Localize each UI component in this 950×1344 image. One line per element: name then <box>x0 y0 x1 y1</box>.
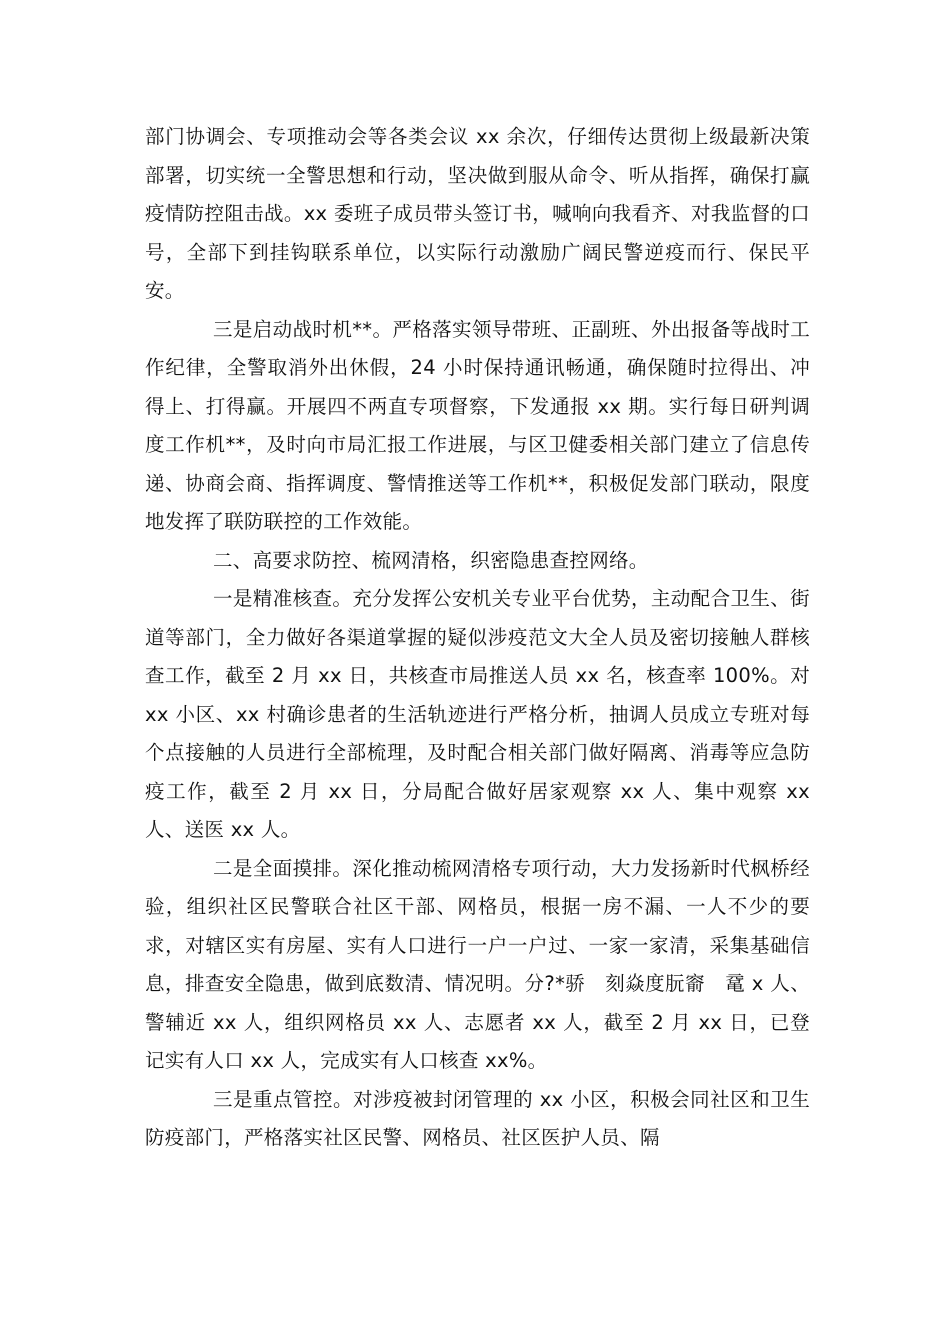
paragraph-comprehensive-survey: 二是全面摸排。深化推动梳网清格专项行动，大力发扬新时代枫桥经验，组织社区民警联合社区干部、网格员，根据一房不漏、一人不少的要求，对辖区实有房屋、实有人口进行一户一户过、一家一家清，采集基础信息，排查安全隐患，做到底数清、情况明。分?*骄 刻焱度朊窬 鼋 x 人、警辅近 xx 人，组织网格员 xx 人、志愿者 xx 人，截至 2 月 xx 日，已登记实有人口 xx 人，完成实有人口核查 xx%。 <box>145 856 810 1072</box>
paragraph-precise-verification: 一是精准核查。充分发挥公安机关专业平台优势，主动配合卫生、街道等部门，全力做好各渠道掌握的疑似涉疫范文大全人员及密切接触人群核查工作，截至 2 月 xx 日，共核查市局推送人员 xx 名，核查率 100%。对 xx 小区、xx 村确诊患者的生活轨迹进行严格分析，抽调人员成立专班对每个点接触的人员进行全部梳理，及时配合相关部门做好隔离、消毒等应急防疫工作，截至 2 月 xx 日，分局配合做好居家观察 xx 人、集中观察 xx 人、送医 xx 人。 <box>145 587 810 841</box>
section-heading-two: 二、高要求防控、梳网清格，织密隐患查控网络。 <box>213 548 649 572</box>
document-body <box>145 118 810 1158</box>
paragraph-meetings: 部门协调会、专项推动会等各类会议 xx 余次，仔细传达贯彻上级最新决策部署，切实统一全警思想和行动，坚决做到服从命令、听从指挥，确保打赢疫情防控阻击战。xx 委班子成员带头签订书，喊响向我看齐、对我监督的口号，全部下到挂钩联系单位，以实际行动激励广阔民警逆疫而行、保民平安。 <box>145 125 810 302</box>
paragraph-key-control: 三是重点管控。对涉疫被封闭管理的 xx 小区，积极会同社区和卫生防疫部门，严格落实社区民警、网格员、社区医护人员、隔 <box>145 1087 810 1149</box>
paragraph-wartime-mechanism: 三是启动战时机**。严格落实领导带班、正副班、外出报备等战时工作纪律，全警取消外出休假，24 小时保持通讯畅通，确保随时拉得出、冲得上、打得赢。开展四不两直专项督察，下发通报 xx 期。实行每日研判调度工作机**，及时向市局汇报工作进展，与区卫健委相关部门建立了信息传递、协商会商、指挥调度、警情推送等工作机**，积极促发部门联动，限度地发挥了联防联控的工作效能。 <box>145 317 810 533</box>
